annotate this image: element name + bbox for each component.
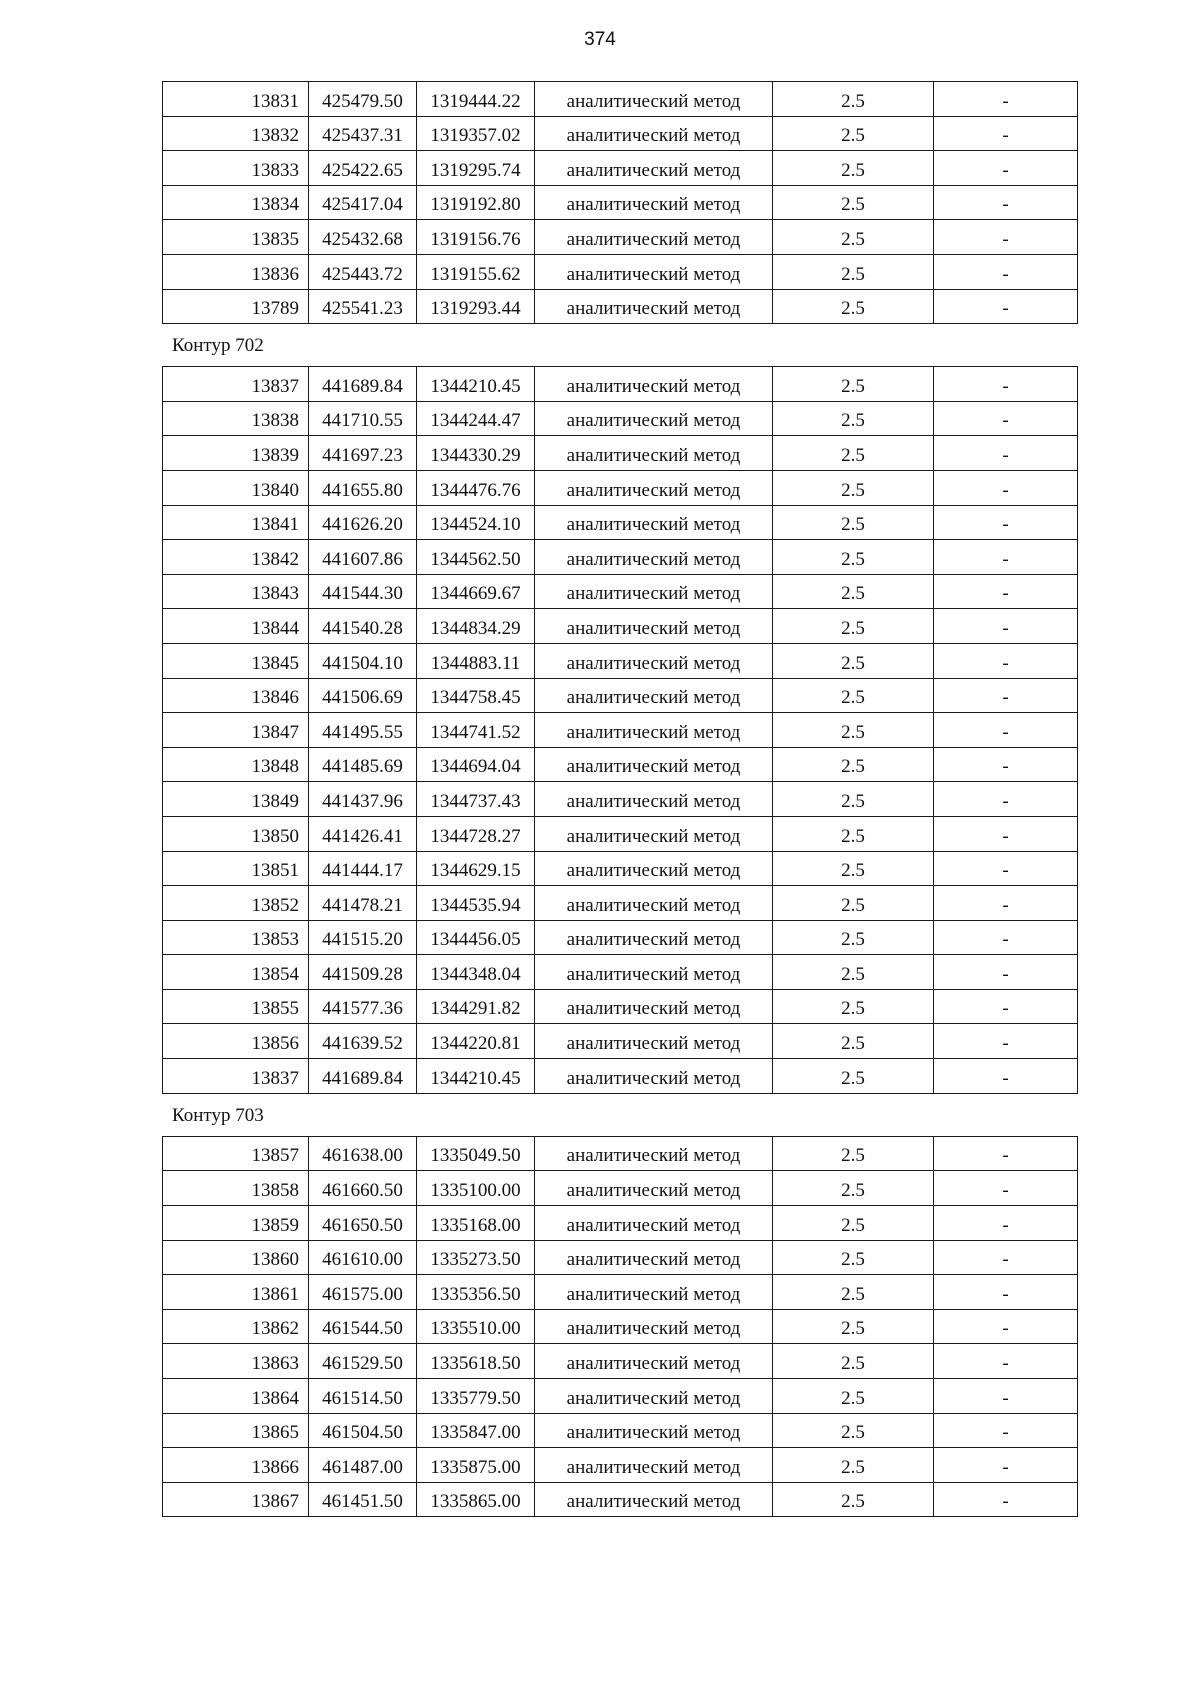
point-number-cell: 13866 [163,1448,309,1483]
y-coordinate-cell: 1344694.04 [417,747,535,782]
accuracy-cell: 2.5 [773,989,934,1024]
x-coordinate-cell: 441639.52 [309,1024,417,1059]
y-coordinate-cell: 1319357.02 [417,116,535,151]
accuracy-cell: 2.5 [773,1275,934,1310]
x-coordinate-cell: 461638.00 [309,1136,417,1171]
table-row [163,643,1078,678]
y-coordinate-cell: 1344535.94 [417,886,535,921]
note-cell: - [934,678,1078,713]
x-coordinate-cell: 441437.96 [309,782,417,817]
method-cell: аналитический метод [535,886,773,921]
method-cell: аналитический метод [535,1059,773,1094]
table-row [163,1240,1078,1275]
accuracy-cell: 2.5 [773,1344,934,1379]
x-coordinate-cell: 441478.21 [309,886,417,921]
accuracy-cell: 2.5 [773,116,934,151]
table-row [163,82,1078,117]
y-coordinate-cell: 1344476.76 [417,470,535,505]
table-row [163,816,1078,851]
note-cell: - [934,540,1078,575]
x-coordinate-cell: 441577.36 [309,989,417,1024]
point-number-cell: 13856 [163,1024,309,1059]
x-coordinate-cell: 441607.86 [309,540,417,575]
y-coordinate-cell: 1344834.29 [417,609,535,644]
table-row [163,1024,1078,1059]
point-number-cell: 13832 [163,116,309,151]
table-row [163,713,1078,748]
note-cell: - [934,116,1078,151]
method-cell: аналитический метод [535,1136,773,1171]
point-number-cell: 13848 [163,747,309,782]
contour-label: Контур 702 [172,335,264,357]
method-cell: аналитический метод [535,574,773,609]
method-cell: аналитический метод [535,851,773,886]
method-cell: аналитический метод [535,367,773,402]
table-row [163,989,1078,1024]
table-row [163,1171,1078,1206]
accuracy-cell: 2.5 [773,920,934,955]
accuracy-cell: 2.5 [773,886,934,921]
y-coordinate-cell: 1344758.45 [417,678,535,713]
method-cell: аналитический метод [535,782,773,817]
point-number-cell: 13833 [163,151,309,186]
point-number-cell: 13853 [163,920,309,955]
accuracy-cell: 2.5 [773,367,934,402]
y-coordinate-cell: 1335865.00 [417,1482,535,1517]
method-cell: аналитический метод [535,1378,773,1413]
method-cell: аналитический метод [535,401,773,436]
y-coordinate-cell: 1344524.10 [417,505,535,540]
accuracy-cell: 2.5 [773,1059,934,1094]
method-cell: аналитический метод [535,747,773,782]
y-coordinate-cell: 1344210.45 [417,1059,535,1094]
y-coordinate-cell: 1344210.45 [417,367,535,402]
coordinates-table [162,81,1078,324]
note-cell: - [934,886,1078,921]
note-cell: - [934,220,1078,255]
point-number-cell: 13844 [163,609,309,644]
method-cell: аналитический метод [535,505,773,540]
note-cell: - [934,851,1078,886]
note-cell: - [934,1240,1078,1275]
table-row [163,1205,1078,1240]
note-cell: - [934,747,1078,782]
note-cell: - [934,1059,1078,1094]
point-number-cell: 13839 [163,436,309,471]
y-coordinate-cell: 1344244.47 [417,401,535,436]
x-coordinate-cell: 441710.55 [309,401,417,436]
table-row [163,1059,1078,1094]
table-row [163,151,1078,186]
x-coordinate-cell: 441485.69 [309,747,417,782]
y-coordinate-cell: 1344737.43 [417,782,535,817]
y-coordinate-cell: 1344629.15 [417,851,535,886]
accuracy-cell: 2.5 [773,1205,934,1240]
point-number-cell: 13850 [163,816,309,851]
table-row [163,185,1078,220]
y-coordinate-cell: 1335618.50 [417,1344,535,1379]
accuracy-cell: 2.5 [773,401,934,436]
point-number-cell: 13789 [163,289,309,324]
method-cell: аналитический метод [535,185,773,220]
accuracy-cell: 2.5 [773,1024,934,1059]
y-coordinate-cell: 1335049.50 [417,1136,535,1171]
point-number-cell: 13851 [163,851,309,886]
point-number-cell: 13837 [163,1059,309,1094]
table-row [163,609,1078,644]
y-coordinate-cell: 1319156.76 [417,220,535,255]
note-cell: - [934,1413,1078,1448]
accuracy-cell: 2.5 [773,1448,934,1483]
point-number-cell: 13841 [163,505,309,540]
x-coordinate-cell: 425432.68 [309,220,417,255]
point-number-cell: 13846 [163,678,309,713]
note-cell: - [934,1136,1078,1171]
method-cell: аналитический метод [535,643,773,678]
x-coordinate-cell: 461487.00 [309,1448,417,1483]
note-cell: - [934,1482,1078,1517]
x-coordinate-cell: 441689.84 [309,1059,417,1094]
method-cell: аналитический метод [535,470,773,505]
note-cell: - [934,920,1078,955]
accuracy-cell: 2.5 [773,747,934,782]
y-coordinate-cell: 1335168.00 [417,1205,535,1240]
y-coordinate-cell: 1344728.27 [417,816,535,851]
table-row [163,678,1078,713]
accuracy-cell: 2.5 [773,82,934,117]
note-cell: - [934,289,1078,324]
note-cell: - [934,436,1078,471]
note-cell: - [934,609,1078,644]
note-cell: - [934,82,1078,117]
y-coordinate-cell: 1344562.50 [417,540,535,575]
y-coordinate-cell: 1344883.11 [417,643,535,678]
x-coordinate-cell: 441697.23 [309,436,417,471]
y-coordinate-cell: 1335356.50 [417,1275,535,1310]
x-coordinate-cell: 461660.50 [309,1171,417,1206]
x-coordinate-cell: 441655.80 [309,470,417,505]
accuracy-cell: 2.5 [773,1309,934,1344]
point-number-cell: 13843 [163,574,309,609]
table-row [163,540,1078,575]
y-coordinate-cell: 1344291.82 [417,989,535,1024]
x-coordinate-cell: 441495.55 [309,713,417,748]
note-cell: - [934,254,1078,289]
y-coordinate-cell: 1344741.52 [417,713,535,748]
method-cell: аналитический метод [535,1275,773,1310]
method-cell: аналитический метод [535,220,773,255]
method-cell: аналитический метод [535,1024,773,1059]
note-cell: - [934,505,1078,540]
x-coordinate-cell: 461544.50 [309,1309,417,1344]
accuracy-cell: 2.5 [773,713,934,748]
table-row [163,574,1078,609]
note-cell: - [934,1275,1078,1310]
point-number-cell: 13834 [163,185,309,220]
x-coordinate-cell: 461650.50 [309,1205,417,1240]
point-number-cell: 13865 [163,1413,309,1448]
method-cell: аналитический метод [535,1205,773,1240]
x-coordinate-cell: 425437.31 [309,116,417,151]
accuracy-cell: 2.5 [773,1240,934,1275]
note-cell: - [934,1024,1078,1059]
table-row [163,367,1078,402]
method-cell: аналитический метод [535,713,773,748]
point-number-cell: 13855 [163,989,309,1024]
table-row [163,470,1078,505]
x-coordinate-cell: 441509.28 [309,955,417,990]
x-coordinate-cell: 425479.50 [309,82,417,117]
accuracy-cell: 2.5 [773,955,934,990]
point-number-cell: 13835 [163,220,309,255]
y-coordinate-cell: 1335779.50 [417,1378,535,1413]
x-coordinate-cell: 425422.65 [309,151,417,186]
x-coordinate-cell: 441540.28 [309,609,417,644]
y-coordinate-cell: 1335875.00 [417,1448,535,1483]
table-row [163,1413,1078,1448]
y-coordinate-cell: 1344348.04 [417,955,535,990]
point-number-cell: 13852 [163,886,309,921]
accuracy-cell: 2.5 [773,643,934,678]
point-number-cell: 13859 [163,1205,309,1240]
method-cell: аналитический метод [535,1413,773,1448]
accuracy-cell: 2.5 [773,254,934,289]
x-coordinate-cell: 461514.50 [309,1378,417,1413]
table-row [163,1309,1078,1344]
y-coordinate-cell: 1319444.22 [417,82,535,117]
method-cell: аналитический метод [535,116,773,151]
point-number-cell: 13860 [163,1240,309,1275]
point-number-cell: 13837 [163,367,309,402]
accuracy-cell: 2.5 [773,678,934,713]
note-cell: - [934,1378,1078,1413]
point-number-cell: 13840 [163,470,309,505]
x-coordinate-cell: 441444.17 [309,851,417,886]
y-coordinate-cell: 1344220.81 [417,1024,535,1059]
y-coordinate-cell: 1335847.00 [417,1413,535,1448]
y-coordinate-cell: 1319293.44 [417,289,535,324]
point-number-cell: 13838 [163,401,309,436]
accuracy-cell: 2.5 [773,574,934,609]
accuracy-cell: 2.5 [773,782,934,817]
method-cell: аналитический метод [535,254,773,289]
method-cell: аналитический метод [535,436,773,471]
x-coordinate-cell: 441504.10 [309,643,417,678]
x-coordinate-cell: 441426.41 [309,816,417,851]
note-cell: - [934,401,1078,436]
note-cell: - [934,574,1078,609]
note-cell: - [934,1171,1078,1206]
y-coordinate-cell: 1344456.05 [417,920,535,955]
method-cell: аналитический метод [535,1482,773,1517]
table-row [163,1344,1078,1379]
point-number-cell: 13845 [163,643,309,678]
table-row [163,851,1078,886]
x-coordinate-cell: 441626.20 [309,505,417,540]
table-row [163,782,1078,817]
table-row [163,401,1078,436]
method-cell: аналитический метод [535,609,773,644]
table-row [163,1448,1078,1483]
accuracy-cell: 2.5 [773,1482,934,1517]
method-cell: аналитический метод [535,678,773,713]
point-number-cell: 13836 [163,254,309,289]
note-cell: - [934,367,1078,402]
note-cell: - [934,1344,1078,1379]
point-number-cell: 13863 [163,1344,309,1379]
point-number-cell: 13842 [163,540,309,575]
accuracy-cell: 2.5 [773,151,934,186]
accuracy-cell: 2.5 [773,816,934,851]
point-number-cell: 13867 [163,1482,309,1517]
y-coordinate-cell: 1319295.74 [417,151,535,186]
table-row [163,254,1078,289]
accuracy-cell: 2.5 [773,436,934,471]
x-coordinate-cell: 425417.04 [309,185,417,220]
x-coordinate-cell: 461451.50 [309,1482,417,1517]
note-cell: - [934,1448,1078,1483]
accuracy-cell: 2.5 [773,1136,934,1171]
note-cell: - [934,185,1078,220]
table-row [163,747,1078,782]
y-coordinate-cell: 1335510.00 [417,1309,535,1344]
y-coordinate-cell: 1335100.00 [417,1171,535,1206]
method-cell: аналитический метод [535,816,773,851]
x-coordinate-cell: 461529.50 [309,1344,417,1379]
x-coordinate-cell: 441689.84 [309,367,417,402]
table-row [163,1378,1078,1413]
method-cell: аналитический метод [535,1171,773,1206]
method-cell: аналитический метод [535,1448,773,1483]
point-number-cell: 13861 [163,1275,309,1310]
page-number: 374 [584,29,616,50]
note-cell: - [934,955,1078,990]
note-cell: - [934,1309,1078,1344]
method-cell: аналитический метод [535,151,773,186]
y-coordinate-cell: 1335273.50 [417,1240,535,1275]
table-row [163,920,1078,955]
accuracy-cell: 2.5 [773,185,934,220]
note-cell: - [934,713,1078,748]
method-cell: аналитический метод [535,82,773,117]
table-row [163,886,1078,921]
table-row [163,1275,1078,1310]
table-row [163,955,1078,990]
coordinates-table [162,366,1078,1093]
note-cell: - [934,816,1078,851]
accuracy-cell: 2.5 [773,289,934,324]
accuracy-cell: 2.5 [773,609,934,644]
x-coordinate-cell: 461504.50 [309,1413,417,1448]
point-number-cell: 13864 [163,1378,309,1413]
note-cell: - [934,782,1078,817]
table-row [163,1482,1078,1517]
table-row [163,116,1078,151]
method-cell: аналитический метод [535,289,773,324]
table-row [163,289,1078,324]
point-number-cell: 13831 [163,82,309,117]
x-coordinate-cell: 425541.23 [309,289,417,324]
contour-label: Контур 703 [172,1104,264,1126]
method-cell: аналитический метод [535,1240,773,1275]
table-row [163,220,1078,255]
accuracy-cell: 2.5 [773,540,934,575]
note-cell: - [934,151,1078,186]
x-coordinate-cell: 425443.72 [309,254,417,289]
y-coordinate-cell: 1319192.80 [417,185,535,220]
accuracy-cell: 2.5 [773,1171,934,1206]
note-cell: - [934,470,1078,505]
method-cell: аналитический метод [535,1344,773,1379]
method-cell: аналитический метод [535,989,773,1024]
method-cell: аналитический метод [535,540,773,575]
accuracy-cell: 2.5 [773,1378,934,1413]
point-number-cell: 13854 [163,955,309,990]
accuracy-cell: 2.5 [773,470,934,505]
point-number-cell: 13862 [163,1309,309,1344]
accuracy-cell: 2.5 [773,851,934,886]
point-number-cell: 13847 [163,713,309,748]
x-coordinate-cell: 441515.20 [309,920,417,955]
accuracy-cell: 2.5 [773,220,934,255]
method-cell: аналитический метод [535,920,773,955]
note-cell: - [934,1205,1078,1240]
coordinates-table [162,1136,1078,1518]
accuracy-cell: 2.5 [773,1413,934,1448]
y-coordinate-cell: 1344669.67 [417,574,535,609]
note-cell: - [934,989,1078,1024]
accuracy-cell: 2.5 [773,505,934,540]
x-coordinate-cell: 461610.00 [309,1240,417,1275]
method-cell: аналитический метод [535,955,773,990]
table-row [163,436,1078,471]
method-cell: аналитический метод [535,1309,773,1344]
point-number-cell: 13857 [163,1136,309,1171]
y-coordinate-cell: 1344330.29 [417,436,535,471]
table-row [163,505,1078,540]
x-coordinate-cell: 441544.30 [309,574,417,609]
x-coordinate-cell: 461575.00 [309,1275,417,1310]
point-number-cell: 13858 [163,1171,309,1206]
table-row [163,1136,1078,1171]
note-cell: - [934,643,1078,678]
x-coordinate-cell: 441506.69 [309,678,417,713]
y-coordinate-cell: 1319155.62 [417,254,535,289]
point-number-cell: 13849 [163,782,309,817]
